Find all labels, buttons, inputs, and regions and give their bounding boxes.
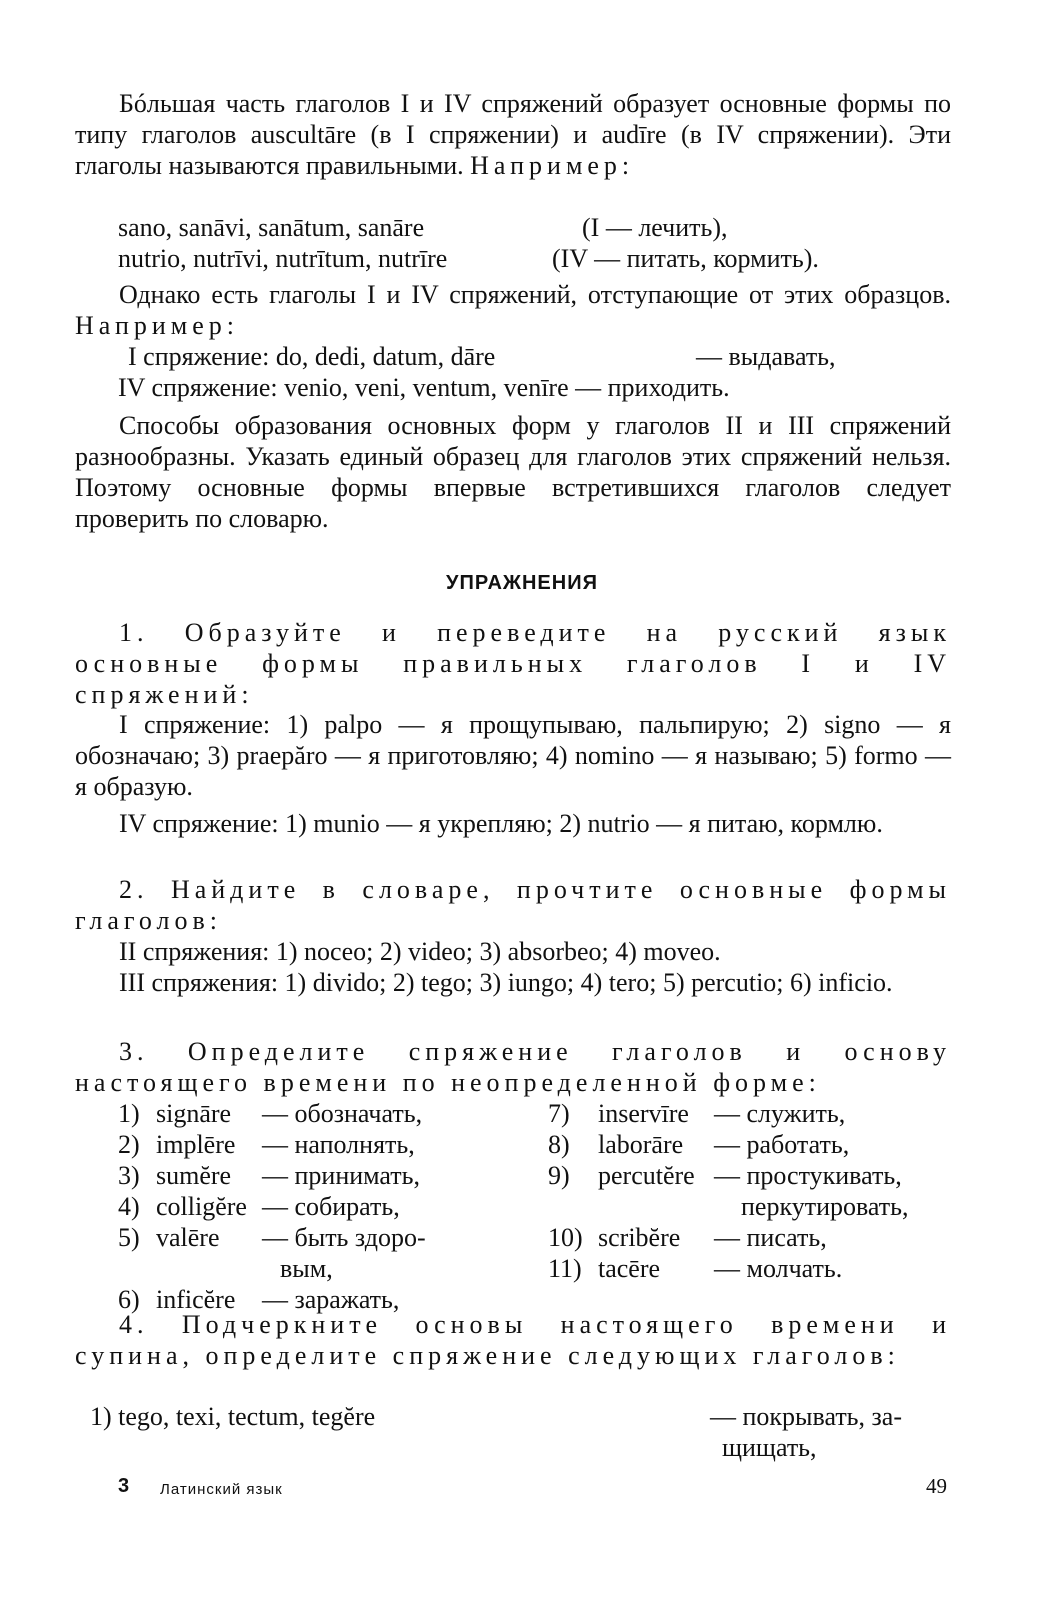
exercise-4-item: 1) tego, texi, tectum, tegĕre [90, 1402, 376, 1431]
example-line-do: I спряжение: do, dedi, datum, dāre [128, 342, 496, 371]
exercise-1-conj-iv: IV спряжение: 1) munio — я укрепляю; 2) nutrio — я питаю, кормлю. [119, 809, 883, 838]
exercise-1-conj-i: I спряжение: 1) palpo — я прощупываю, пальпирую; 2) signo — я обозначаю; 3) praepăro — я приготовляю; 4) nomino — я называю; 5) formo — я образую. [75, 710, 951, 801]
example-trans-sano: (I — лечить), [582, 213, 728, 242]
translation: — собирать, [262, 1192, 400, 1221]
latin-verb: percutĕre [598, 1161, 695, 1190]
translation: — работать, [714, 1130, 850, 1159]
exercise-3-task: 3. Определите спряжение глаголов и основу настоящего времени по неопределенной форме: [75, 1037, 951, 1097]
item-number: 10) [548, 1223, 583, 1252]
signature-mark: 3 [118, 1475, 130, 1497]
exercise-2-task: 2. Найдите в словаре, прочтите основные формы глаголов: [75, 875, 951, 935]
paragraph-regular-verbs: Бóльшая часть глаголов I и IV спряжений образует основные формы по типу глаголов auscultāre (в I спряжении) и audīre (в IV спряжении). Эти глаголы называются правильными. Например: [75, 89, 951, 180]
item-number: 7) [548, 1099, 570, 1128]
exercise-1-task: 1. Образуйте и переведите на русский язык основные формы правильных глаголов I и IV спряжений: [75, 618, 951, 709]
translation: — принимать, [262, 1161, 421, 1190]
exercise-4-translation-2: щищать, [722, 1433, 817, 1462]
latin-verb: tacēre [598, 1254, 661, 1283]
latin-verb: signāre [156, 1099, 232, 1128]
item-number: 6) [118, 1285, 140, 1314]
latin-verb: valēre [156, 1223, 220, 1252]
latin-verb: colligĕre [156, 1192, 247, 1221]
translation: — заражать, [262, 1285, 400, 1314]
example-marker: Например: [470, 151, 635, 180]
translation: — служить, [714, 1099, 846, 1128]
exercise-4-task: 4. Подчеркните основы настоящего времени и супина, определите спряжение следующих глаголов: [75, 1310, 951, 1370]
item-number: 8) [548, 1130, 570, 1159]
example-trans-nutrio: (IV — питать, кормить). [552, 244, 819, 273]
translation: — наполнять, [262, 1130, 415, 1159]
latin-verb: implēre [156, 1130, 236, 1159]
exercise-2-conj-iii: III спряжения: 1) divido; 2) tego; 3) iungo; 4) tero; 5) percutio; 6) inficio. [119, 968, 893, 997]
translation: — простукивать, [714, 1161, 902, 1190]
latin-verb: laborāre [598, 1130, 684, 1159]
paragraph-exceptions: Однако есть глаголы I и IV спряжений, отступающие от этих образцов. Например: [75, 280, 951, 340]
example-line-venio: IV спряжение: venio, veni, ventum, venīre — приходить. [118, 373, 730, 402]
exercise-2-conj-ii: II спряжения: 1) noceo; 2) video; 3) absorbeo; 4) moveo. [119, 937, 721, 966]
running-footer-title: Латинский язык [160, 1481, 283, 1498]
latin-verb: inficĕre [156, 1285, 236, 1314]
latin-verb: sumĕre [156, 1161, 232, 1190]
translation: — молчать. [714, 1254, 843, 1283]
item-number: 5) [118, 1223, 140, 1252]
latin-verb: scribĕre [598, 1223, 681, 1252]
item-number: 11) [548, 1254, 582, 1283]
translation: — быть здоро- [262, 1223, 426, 1252]
item-number: 3) [118, 1161, 140, 1190]
translation: перкутировать, [741, 1192, 909, 1221]
translation: — обозначать, [262, 1099, 423, 1128]
latin-verb: inservīre [598, 1099, 689, 1128]
item-number: 4) [118, 1192, 140, 1221]
exercises-heading: УПРАЖНЕНИЯ [446, 572, 598, 594]
example-line-sano: sano, sanāvi, sanātum, sanāre [118, 213, 425, 242]
translation: вым, [280, 1254, 333, 1283]
example-trans-do: — выдавать, [696, 342, 836, 371]
item-number: 1) [118, 1099, 140, 1128]
page-number: 49 [926, 1474, 947, 1498]
item-number: 2) [118, 1130, 140, 1159]
paragraph-conjugations-ii-iii: Способы образования основных форм у глаголов II и III спряжений разнообразны. Указать единый образец для глаголов этих спряжений нельзя. Поэтому основные формы впервые встретившихся глаголов следует проверить по словарю. [75, 411, 951, 533]
translation: — писать, [714, 1223, 827, 1252]
exercise-4-translation-1: — покрывать, за- [710, 1402, 903, 1431]
example-line-nutrio: nutrio, nutrīvi, nutrītum, nutrīre [118, 244, 448, 273]
item-number: 9) [548, 1161, 570, 1190]
